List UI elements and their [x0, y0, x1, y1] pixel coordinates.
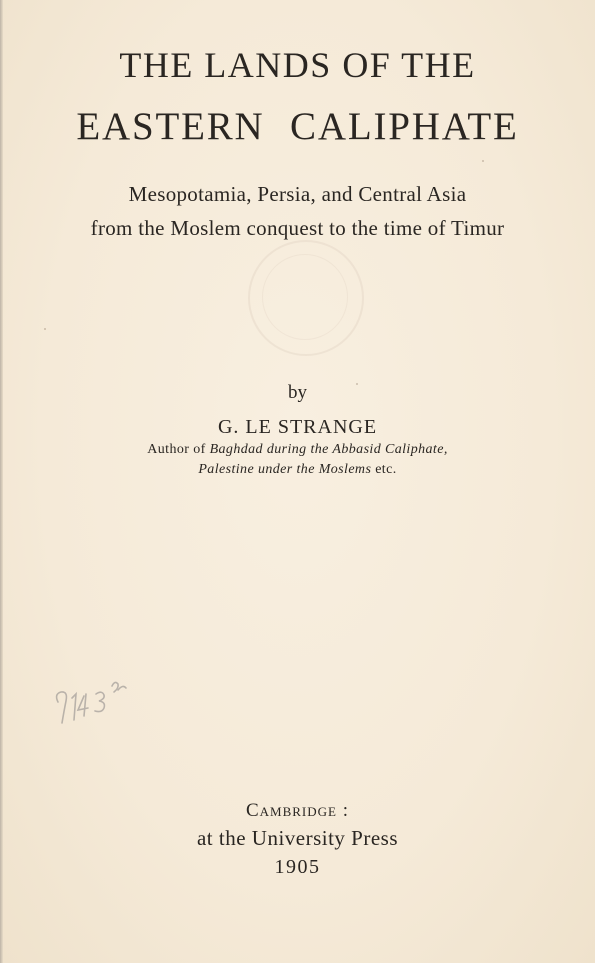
author-name: G. LE STRANGE — [217, 416, 378, 438]
author-credits-line-2 — [0, 462, 595, 478]
handwritten-shelfmark — [48, 672, 138, 732]
title-line-2: EASTERN CALIPHATE — [76, 105, 519, 148]
credit-suffix: etc. — [371, 462, 397, 477]
imprint-publisher: at the University Press — [196, 826, 399, 850]
paper-speck — [482, 160, 484, 162]
subtitle-line-1: Mesopotamia, Persia, and Central Asia — [128, 182, 467, 206]
credit-prefix: Author of — [147, 442, 210, 457]
credit-work-1: Baghdad during the Abbasid Caliphate, — [209, 442, 448, 457]
imprint-year: 1905 — [274, 856, 321, 878]
library-stamp-inner-ring — [262, 254, 348, 340]
title-line-1: THE LANDS OF THE — [119, 45, 476, 85]
imprint-place: Cambridge : — [245, 800, 350, 821]
credit-work-2: Palestine under the Moslems — [198, 462, 372, 477]
by-label: by — [288, 382, 307, 403]
paper-speck — [356, 383, 358, 385]
author-credits-line-1 — [0, 442, 595, 458]
subtitle-line-2: from the Moslem conquest to the time of Timur — [90, 216, 505, 240]
paper-speck — [44, 328, 46, 330]
